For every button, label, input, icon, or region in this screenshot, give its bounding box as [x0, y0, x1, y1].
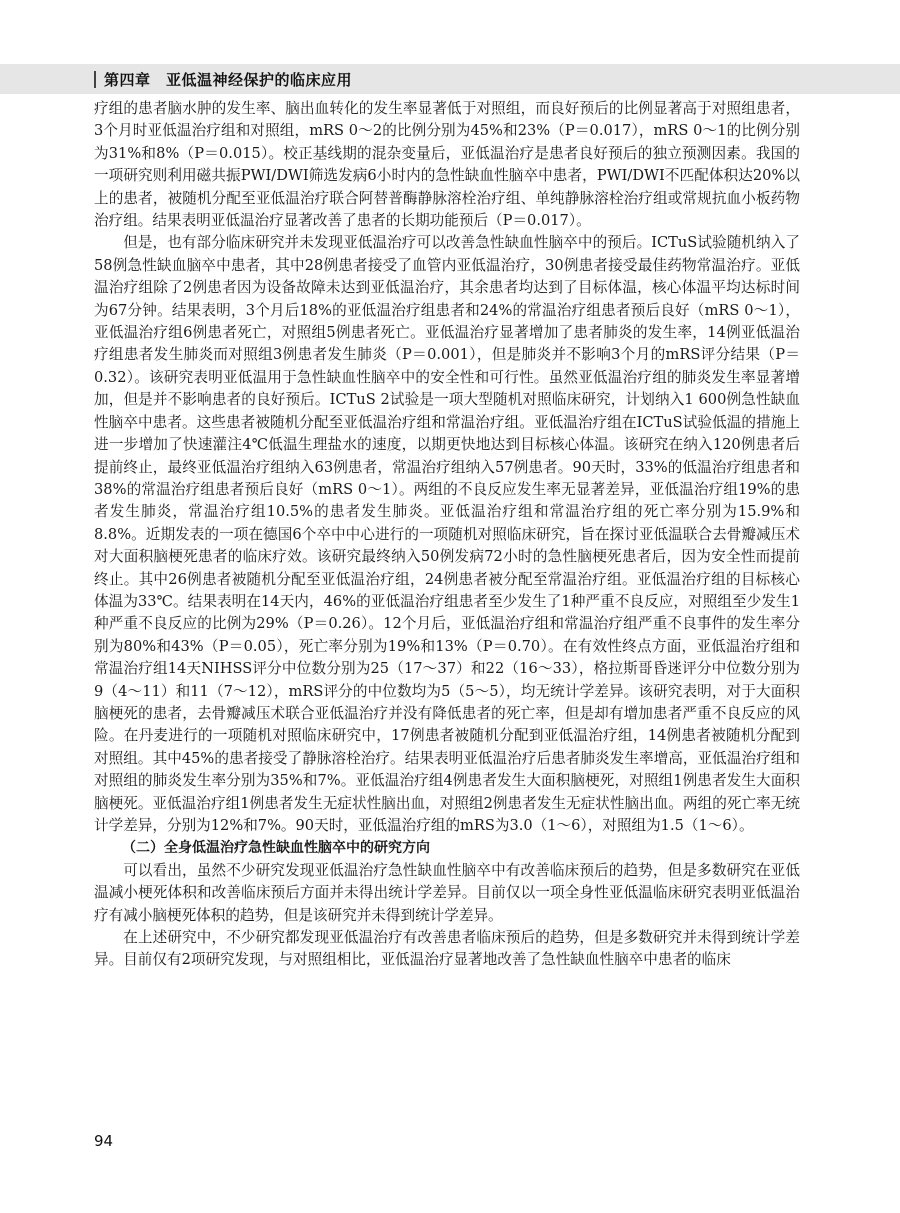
- page-number: 94: [94, 1132, 114, 1150]
- paragraph-continued: 疗组的患者脑水肿的发生率、脑出血转化的发生率显著低于对照组，而良好预后的比例显著高于对照组患者，3个月时亚低温治疗组和对照组，mRS 0～2的比例分别为45%和23%（P＝0.017），mRS 0～1的比例分别为31%和8%（P＝0.015）。校正基线期的混杂变量后，亚低温治疗是患者良好预后的独立预测因素。我国的一项研究则利用磁共振PWI/DWI筛选发病6小时内的急性缺血性脑卒中患者，PWI/DWI不匹配体积达20%以上的患者，被随机分配至亚低温治疗联合阿替普酶静脉溶栓治疗组、单纯静脉溶栓治疗组或常规抗血小板药物治疗组。结果表明亚低温治疗显著改善了患者的长期功能预后（P＝0.017）。: [94, 100, 800, 230]
- running-header: [0, 64, 900, 94]
- paragraph-clinical-trials: 但是，也有部分临床研究并未发现亚低温治疗可以改善急性缺血性脑卒中的预后。ICTuS试验随机纳入了58例急性缺血脑卒中患者，其中28例患者接受了血管内亚低温治疗，30例患者接受最佳药物常温治疗。亚低温治疗组除了2例患者因为设备故障未达到亚低温治疗，其余患者均达到了目标体温，核心体温平均达标时间为67分钟。结果表明，3个月后18%的亚低温治疗组患者和24%的常温治疗组患者预后良好（mRS 0～1），亚低温治疗组6例患者死亡，对照组5例患者死亡。亚低温治疗显著增加了患者肺炎的发生率，14例亚低温治疗组患者发生肺炎而对照组3例患者发生肺炎（P＝0.001），但是肺炎并不影响3个月的mRS评分结果（P＝0.32）。该研究表明亚低温用于急性缺血性脑卒中的安全性和可行性。虽然亚低温治疗组的肺炎发生率显著增加，但是并不影响患者的良好预后。ICTuS 2试验是一项大型随机对照临床研究，计划纳入1 600例急性缺血性脑卒中患者。这些患者被随机分配至亚低温治疗组和常温治疗组。亚低温治疗组在ICTuS试验低温的措施上进一步增加了快速灌注4℃低温生理盐水的速度，以期更快地达到目标核心体温。该研究在纳入120例患者后提前终止，最终亚低温治疗组纳入63例患者，常温治疗组纳入57例患者。90天时，33%的低温治疗组患者和38%的常温治疗组患者预后良好（mRS 0～1）。两组的不良反应发生率无显著差异，亚低温治疗组19%的患者发生肺炎，常温治疗组10.5%的患者发生肺炎。亚低温治疗组和常温治疗组的死亡率分别为15.9%和8.8%。近期发表的一项在德国6个卒中中心进行的一项随机对照临床研究，旨在探讨亚低温联合去骨瓣减压术对大面积脑梗死患者的临床疗效。该研究最终纳入50例发病72小时的急性脑梗死患者后，因为安全性而提前终止。其中26例患者被随机分配至亚低温治疗组，24例患者被分配至常温治疗组。亚低温治疗组的目标核心体温为33℃。结果表明在14天内，46%的亚低温治疗组患者至少发生了1种严重不良反应，对照组至少发生1种严重不良反应的比例为29%（P＝0.26）。12个月后，亚低温治疗组和常温治疗组严重不良事件的发生率分别为80%和43%（P＝0.05），死亡率分别为19%和13%（P＝0.70）。在有效性终点方面，亚低温治疗组和常温治疗组14天NIHSS评分中位数分别为25（17～37）和22（16～33），格拉斯哥昏迷评分中位数分别为9（4～11）和11（7～12），mRS评分的中位数均为5（5～5），均无统计学差异。该研究表明，对于大面积脑梗死的患者，去骨瓣减压术联合亚低温治疗并没有降低患者的死亡率，但是却有增加患者严重不良反应的风险。在丹麦进行的一项随机对照临床研究中，17例患者被随机分配到亚低温治疗组，14例患者被随机分配到对照组。其中45%的患者接受了静脉溶栓治疗。结果表明亚低温治疗后患者肺炎发生率增高，亚低温治疗组和对照组的肺炎发生率分别为35%和7%。亚低温治疗组4例患者发生大面积脑梗死，对照组1例患者发生大面积脑梗死。亚低温治疗组1例患者发生无症状性脑出血，对照组2例患者发生无症状性脑出血。两组的死亡率无统计学差异，分别为12%和7%。90天时，亚低温治疗组的mRS为3.0（1～6），对照组为1.5（1～6）。: [94, 234, 800, 834]
- page-body: [94, 98, 800, 972]
- section-paragraph-1: 可以看出，虽然不少研究发现亚低温治疗急性缺血性脑卒中有改善临床预后的趋势，但是多数研究在亚低温减小梗死体积和改善临床预后方面并未得出统计学差异。目前仅以一项全身性亚低温临床研究表明亚低温治疗有减小脑梗死体积的趋势，但是该研究并未得到统计学差异。: [94, 861, 800, 924]
- chapter-title: 第四章 亚低温神经保护的临床应用: [104, 71, 353, 89]
- section-heading: （二）全身低温治疗急性缺血性脑卒中的研究方向: [122, 840, 430, 857]
- header-divider: [94, 71, 96, 88]
- section-paragraph-2: 在上述研究中，不少研究都发现亚低温治疗有改善患者临床预后的趋势，但是多数研究并未得到统计学差异。目前仅有2项研究发现，与对照组相比，亚低温治疗显著地改善了急性缺血性脑卒中患者的临床: [94, 929, 800, 969]
